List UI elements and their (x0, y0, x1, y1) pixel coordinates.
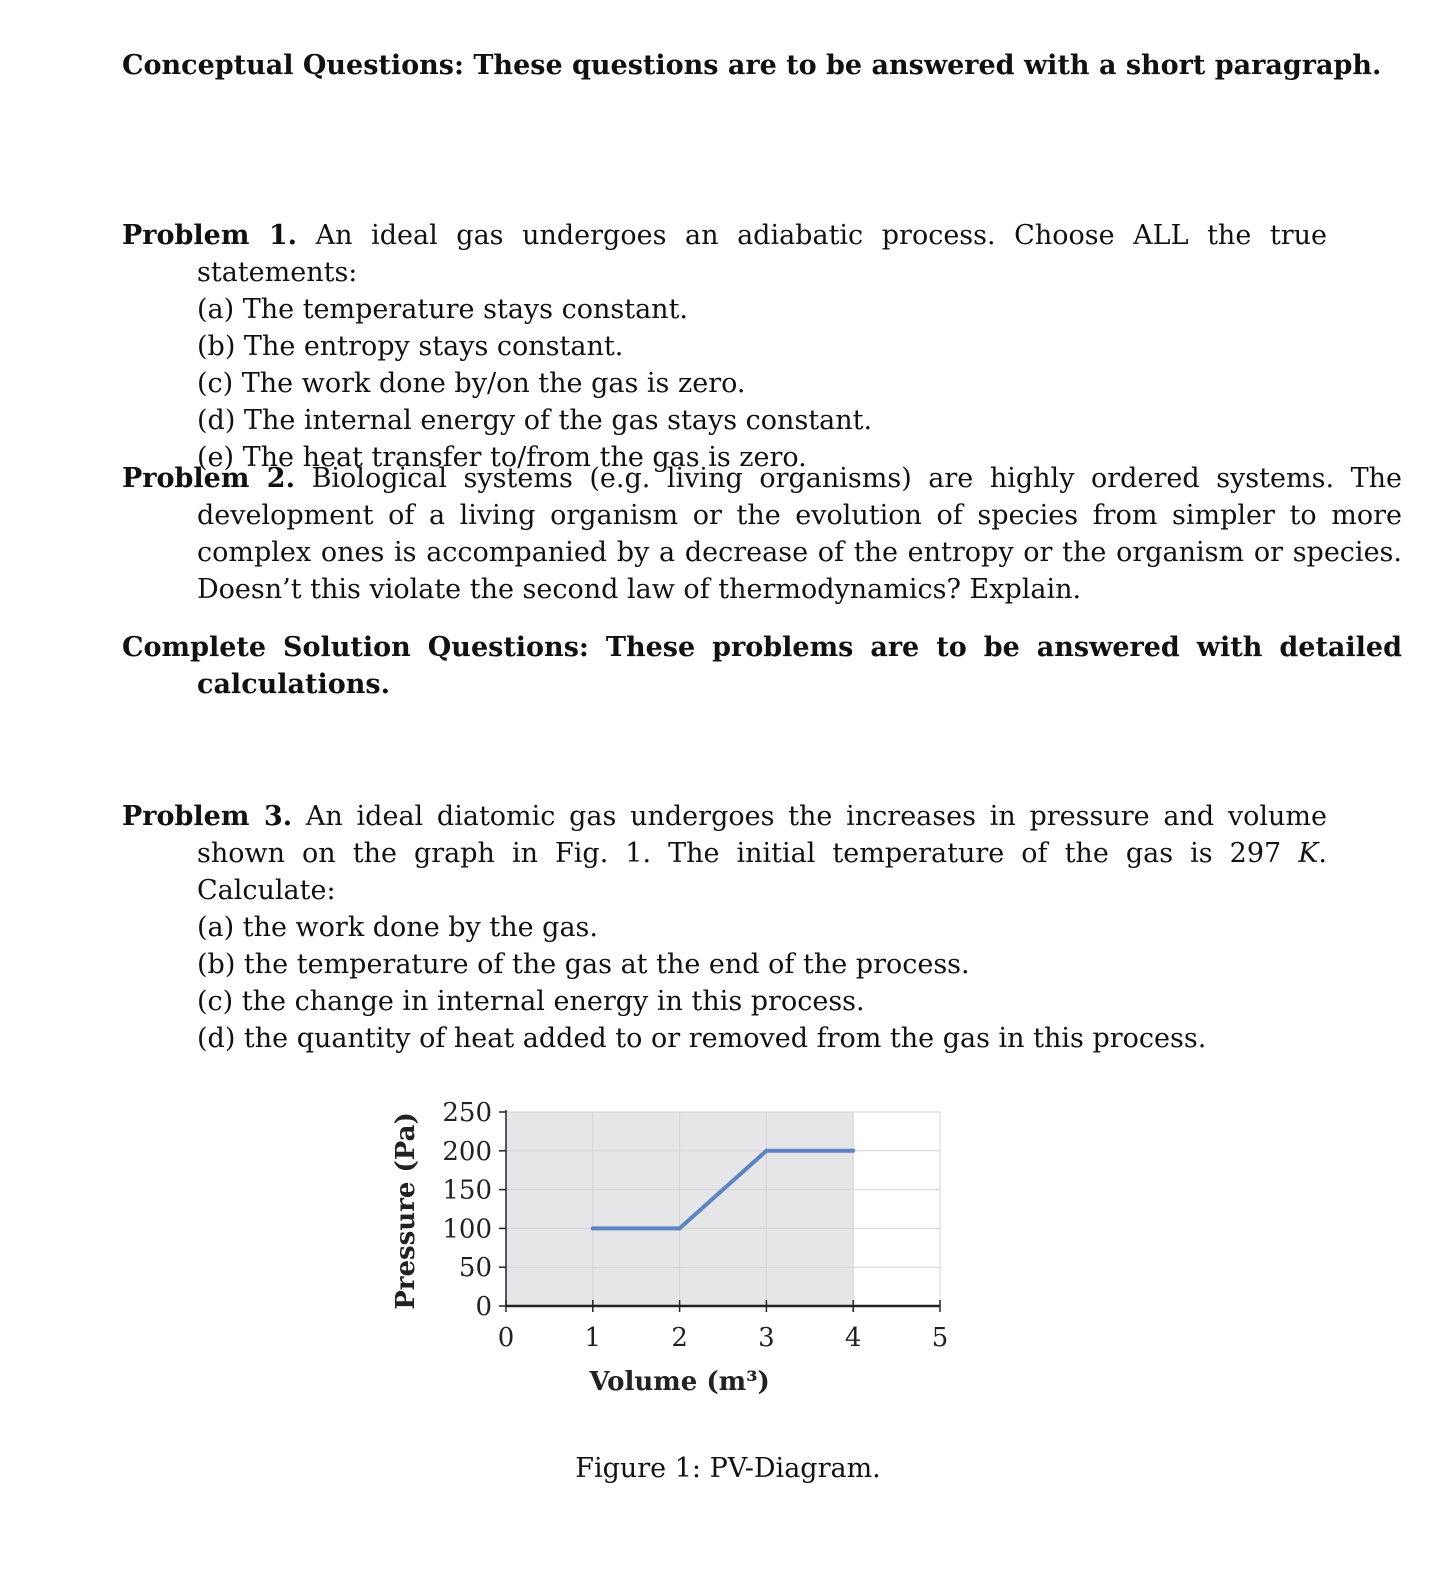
problem-2 (122, 460, 1402, 608)
y-tick-label: 0 (475, 1292, 492, 1322)
conceptual-heading: Conceptual Questions: These questions are to be answered with a short paragraph. (122, 50, 1382, 81)
data-point (764, 1149, 768, 1153)
problem-1-option-d: (d) The internal energy of the gas stays constant. (197, 405, 873, 436)
y-axis-label: Pressure (Pa) (391, 1112, 421, 1310)
x-tick-label: 2 (671, 1323, 688, 1353)
figure-caption: Figure 1: PV-Diagram. (575, 1453, 881, 1484)
y-tick-label: 250 (442, 1098, 492, 1128)
problem-1-label: Problem 1. (122, 220, 298, 251)
pv-diagram-svg (380, 1080, 980, 1420)
problem-1 (122, 217, 1327, 476)
x-axis-label: Volume (m³) (589, 1367, 770, 1397)
problem-3-parts (122, 909, 1327, 1057)
problem-2-label: Problem 2. (122, 463, 295, 494)
temperature-unit: K (1298, 838, 1319, 869)
problem-3-part-a: (a) the work done by the gas. (197, 912, 598, 943)
problem-3-part-d: (d) the quantity of heat added to or removed from the gas in this process. (197, 1023, 1207, 1054)
x-tick-label: 3 (758, 1323, 775, 1353)
problem-2-text: Biological systems (e.g. living organisms) are highly ordered systems. The development of a living organism or the evolution of species from simpler to more complex ones is accompanied by a decrease of the entropy or the organism or species. Doesn’t this violate the second law of thermodynamics? Explain. (197, 463, 1402, 605)
x-tick-label: 5 (931, 1323, 949, 1353)
problem-3-part-c: (c) the change in internal energy in this process. (197, 986, 865, 1017)
y-tick-label: 100 (442, 1214, 492, 1245)
problem-1-option-e: (e) The heat transfer to/from the gas is zero. (197, 442, 807, 473)
x-tick-label: 0 (497, 1323, 515, 1353)
y-tick-label: 50 (458, 1253, 492, 1284)
problem-1-options (122, 291, 1327, 476)
problem-1-text: An ideal gas undergoes an adiabatic process. Choose ALL the true statements: (197, 220, 1328, 288)
complete-heading: Complete Solution Questions: These problems are to be answered with detailed calculations. (122, 632, 1402, 700)
problem-3 (122, 798, 1327, 1057)
problem-3-part-b: (b) the temperature of the gas at the end of the process. (197, 949, 970, 980)
problem-3-label: Problem 3. (122, 801, 293, 832)
problem-1-option-a: (a) The temperature stays constant. (197, 294, 688, 325)
problem-3-text-end: . Calculate: (197, 838, 1327, 906)
data-point (678, 1226, 682, 1230)
y-tick-label: 150 (442, 1175, 492, 1206)
data-point (591, 1226, 595, 1230)
data-point (851, 1149, 855, 1153)
x-tick-label: 4 (844, 1323, 862, 1353)
problem-1-option-c: (c) The work done by/on the gas is zero. (197, 368, 746, 399)
problem-3-text: An ideal diatomic gas undergoes the increases in pressure and volume shown on the graph in Fig. 1. The initial temperature of the gas is 297 (197, 801, 1327, 869)
problem-1-option-b: (b) The entropy stays constant. (197, 331, 624, 362)
y-tick-label: 200 (442, 1136, 492, 1167)
x-tick-label: 1 (584, 1323, 602, 1353)
pv-diagram (380, 1080, 980, 1420)
